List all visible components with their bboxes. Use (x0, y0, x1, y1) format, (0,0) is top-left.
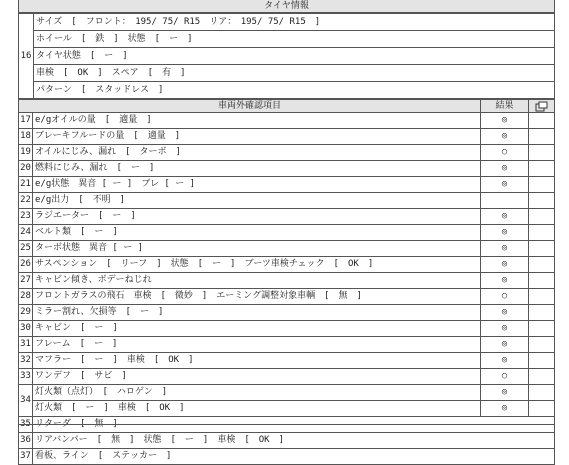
check-item-label: e/g状態 異音 [ ー ] ブレ [ ー ] (33, 177, 481, 193)
result-mark: ◎ (481, 113, 529, 129)
extra-cell (529, 305, 555, 321)
wheel-row: ホイール [ 鉄 ] 状態 [ ー ] (34, 31, 555, 48)
row-number: 18 (19, 129, 33, 145)
row-number: 31 (19, 337, 33, 353)
page-bottom-rule (18, 424, 555, 425)
exterior-section-title: 車両外確認項目 (19, 100, 481, 113)
extra-cell (529, 369, 555, 385)
check-item-label: ベルト類 [ ー ] (33, 225, 481, 241)
result-mark: ◎ (481, 385, 529, 401)
check-item-label: オイルにじみ、漏れ [ ターボ ] (33, 145, 481, 161)
check-item-label: ラジエーター [ ー ] (33, 209, 481, 225)
check-row (19, 401, 555, 417)
check-item-label: 灯火類（点灯） [ ハロゲン ] (33, 385, 481, 401)
extra-cell (529, 289, 555, 305)
extra-cell (529, 337, 555, 353)
check-item-label: リアバンパー [ 無 ] 状態 [ ー ] 車検 [ OK ] (33, 433, 555, 449)
check-row (19, 321, 555, 337)
exterior-check-table (18, 99, 555, 465)
check-row (19, 449, 555, 465)
check-item-label: 燃料にじみ、漏れ [ ー ] (33, 161, 481, 177)
result-mark: ◎ (481, 209, 529, 225)
extra-cell (529, 321, 555, 337)
copy-icon[interactable] (529, 100, 555, 113)
row-number: 28 (19, 289, 33, 305)
check-row (19, 337, 555, 353)
result-mark: ◎ (481, 177, 529, 193)
check-row (19, 289, 555, 305)
extra-cell (529, 385, 555, 401)
check-row (19, 145, 555, 161)
check-item-label: ターボ状態 異音 [ ー ] (33, 241, 481, 257)
check-item-label: フレーム [ ー ] (33, 337, 481, 353)
tire-info-table (18, 13, 555, 99)
tire-condition-row: タイヤ状態 [ ー ] (34, 48, 555, 65)
check-row (19, 433, 555, 449)
result-mark: ○ (481, 145, 529, 161)
extra-cell (529, 225, 555, 241)
check-row (19, 209, 555, 225)
check-item-label: キャビン [ ー ] (33, 321, 481, 337)
extra-cell (529, 145, 555, 161)
extra-cell (529, 113, 555, 129)
extra-cell (529, 241, 555, 257)
check-row (19, 257, 555, 273)
extra-cell (529, 401, 555, 417)
row-number: 32 (19, 353, 33, 369)
row-number: 30 (19, 321, 33, 337)
check-item-label: ブレーキフルードの量 [ 適量 ] (33, 129, 481, 145)
check-row (19, 225, 555, 241)
row-number: 16 (19, 14, 34, 99)
extra-cell (529, 161, 555, 177)
check-row (19, 273, 555, 289)
result-mark: ◎ (481, 353, 529, 369)
result-mark: ◎ (481, 257, 529, 273)
result-mark (481, 193, 529, 209)
check-item-label: 灯火類 [ ー ] 車検 [ OK ] (33, 401, 481, 417)
check-row (19, 129, 555, 145)
tire-section-title: タイヤ情報 (18, 0, 555, 13)
row-number: 35 (19, 417, 33, 433)
row-number: 20 (19, 161, 33, 177)
check-item-label: リターダ [ 無 ] (33, 417, 555, 433)
row-number: 26 (19, 257, 33, 273)
extra-cell (529, 193, 555, 209)
result-mark: ◎ (481, 161, 529, 177)
inspection-spare-row: 車検 [ OK ] スペア [ 有 ] (34, 65, 555, 82)
check-item-label: サスペンション [ リーフ ] 状態 [ ー ] ブーツ車検チェック [ OK ] (33, 257, 481, 273)
check-item-label: フロントガラスの飛石 車検 [ 微妙 ] エーミング調整対象車輌 [ 無 ] (33, 289, 481, 305)
check-item-label: キャビン傾き、ボデーねじれ (33, 273, 481, 289)
row-number: 22 (19, 193, 33, 209)
result-mark: ○ (481, 369, 529, 385)
tire-size-row: サイズ [ フロント： 195/ 75/ R15 リア： 195/ 75/ R15 ] (34, 14, 555, 31)
check-row (19, 193, 555, 209)
check-item-label: e/gオイルの量 [ 適量 ] (33, 113, 481, 129)
result-mark: ○ (481, 289, 529, 305)
row-number: 23 (19, 209, 33, 225)
extra-cell (529, 273, 555, 289)
check-item-label: e/g出力 [ 不明 ] (33, 193, 481, 209)
row-number: 25 (19, 241, 33, 257)
inspection-sheet (18, 0, 555, 465)
row-number: 27 (19, 273, 33, 289)
check-item-label: マフラー [ ー ] 車検 [ OK ] (33, 353, 481, 369)
pattern-row: パターン [ スタッドレス ] (34, 82, 555, 99)
check-item-label: ワンデフ [ サビ ] (33, 369, 481, 385)
result-mark: ◎ (481, 225, 529, 241)
extra-cell (529, 177, 555, 193)
row-number: 37 (19, 449, 33, 465)
row-number: 33 (19, 369, 33, 385)
extra-cell (529, 209, 555, 225)
result-mark: ◎ (481, 401, 529, 417)
row-number: 19 (19, 145, 33, 161)
row-number: 34 (19, 385, 33, 417)
check-item-label: 看板、ライン [ ステッカー ] (33, 449, 555, 465)
row-number: 21 (19, 177, 33, 193)
extra-cell (529, 353, 555, 369)
result-header: 結果 (481, 100, 529, 113)
check-row (19, 353, 555, 369)
row-number: 17 (19, 113, 33, 129)
check-row (19, 161, 555, 177)
row-number: 24 (19, 225, 33, 241)
result-mark: ◎ (481, 321, 529, 337)
extra-cell (529, 257, 555, 273)
result-mark: ◎ (481, 273, 529, 289)
row-number: 29 (19, 305, 33, 321)
check-item-label: ミラー割れ、欠損等 [ ー ] (33, 305, 481, 321)
check-row (19, 241, 555, 257)
check-row (19, 369, 555, 385)
check-row (19, 177, 555, 193)
check-row (19, 305, 555, 321)
check-row (19, 113, 555, 129)
result-mark: ◎ (481, 129, 529, 145)
row-number: 36 (19, 433, 33, 449)
result-mark: ◎ (481, 305, 529, 321)
result-mark: ◎ (481, 241, 529, 257)
extra-cell (529, 129, 555, 145)
check-row (19, 385, 555, 401)
result-mark: ◎ (481, 337, 529, 353)
